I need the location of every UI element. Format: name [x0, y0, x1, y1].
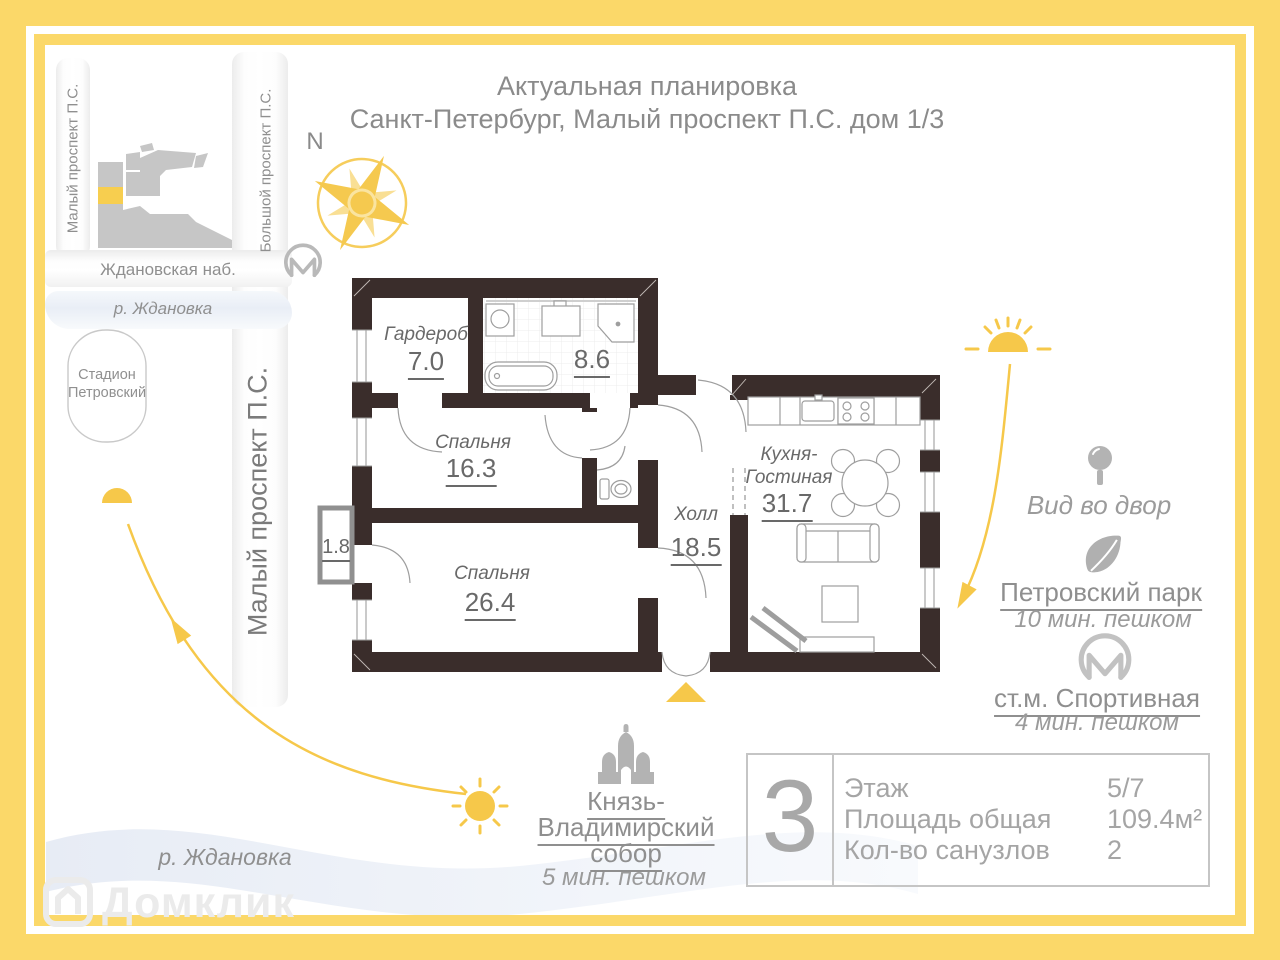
cathedral-time-label: 5 мин. пешком	[542, 864, 706, 891]
street-label-small-left: Малый проспект П.С.	[64, 83, 82, 234]
embankment-label: Ждановская наб.	[100, 260, 236, 279]
room-area-bedroom-small	[446, 453, 497, 484]
metro-icon-landmark	[1081, 636, 1129, 678]
room-area-bedroom-small-value: 16.3	[446, 453, 497, 487]
room-area-bathroom	[574, 344, 610, 375]
info-value-area: 109.4м²	[1107, 804, 1203, 834]
room-area-wardrobe-value: 7.0	[408, 346, 444, 380]
cathedral-line3-value: собор	[590, 838, 662, 872]
info-label-area: Площадь общая	[844, 804, 1052, 834]
leaf-icon	[1083, 535, 1126, 574]
rooms-count: 3	[761, 759, 819, 873]
room-area-balcony	[322, 536, 350, 559]
room-label-hall: Холл	[674, 504, 718, 525]
metro-icon-map	[286, 245, 320, 275]
pin-icon	[1088, 446, 1112, 485]
room-area-kitchen	[762, 488, 813, 519]
stadium-label-line1: Стадион	[78, 367, 136, 383]
entrance-arrow-icon	[666, 682, 706, 702]
room-label-kitchen-line2: Гостиная	[745, 467, 833, 488]
metro-name-value: ст.м. Спортивная	[994, 683, 1200, 717]
sun-icon-bottom	[453, 779, 507, 833]
metro-time-label: 4 мин. пешком	[1015, 709, 1179, 736]
compass-north-label: N	[306, 128, 324, 155]
room-label-bedroom-small: Спальня	[435, 432, 511, 453]
watermark-logo-icon	[42, 876, 94, 928]
park-name-value: Петровский парк	[1000, 577, 1202, 611]
info-label-floor: Этаж	[844, 773, 909, 803]
river-label-upper: р. Ждановка	[113, 299, 213, 318]
room-area-balcony-value: 1.8	[322, 536, 350, 562]
info-row-area	[748, 804, 1208, 834]
room-area-hall	[671, 532, 722, 563]
arrowhead-left	[164, 614, 191, 645]
stadium-label-line2: Петровский	[67, 385, 147, 402]
room-area-kitchen-value: 31.7	[762, 488, 813, 522]
apartment-info-box	[746, 753, 1210, 887]
info-row-floor	[748, 773, 1208, 803]
street-label-small-right: Большой проспект П.С.	[257, 88, 275, 253]
room-area-hall-value: 18.5	[671, 532, 722, 566]
sunlight-arc-right	[963, 364, 1010, 597]
map-highlight-building	[98, 187, 123, 204]
info-value-bathrooms: 2	[1107, 835, 1123, 865]
sun-icon-right	[966, 318, 1050, 352]
room-area-bathroom-value: 8.6	[574, 344, 610, 378]
park-time-label: 10 мин. пешком	[1014, 606, 1192, 633]
watermark-text: Домклик	[102, 879, 295, 927]
toilet-fixture	[600, 479, 631, 499]
room-label-kitchen-line1: Кухня-	[760, 444, 818, 465]
river-label-lower: р. Ждановка	[158, 844, 292, 870]
church-icon	[598, 724, 654, 784]
info-value-floor: 5/7	[1107, 773, 1145, 803]
info-label-bathrooms: Кол-во санузлов	[844, 835, 1050, 865]
street-label-main: Малый проспект П.С.	[242, 366, 273, 637]
room-area-bedroom-large	[465, 587, 516, 618]
room-label-wardrobe: Гардероб	[384, 324, 468, 345]
courtyard-view-label: Вид во двор	[1026, 490, 1172, 520]
info-row-bathrooms	[748, 835, 1208, 865]
poster-title-line1: Актуальная планировка	[496, 71, 798, 101]
poster-title-line2: Санкт-Петербург, Малый проспект П.С. дом 1/3	[349, 104, 945, 134]
room-label-bedroom-large: Спальня	[454, 563, 530, 584]
arrowhead-right	[950, 582, 976, 612]
room-area-wardrobe	[408, 346, 444, 377]
cathedral-line1-value: Князь-	[587, 786, 665, 820]
cathedral-line2-value: Владимирский	[538, 812, 715, 846]
sun-icon-left	[102, 488, 132, 503]
park-name-label	[1000, 577, 1202, 608]
room-area-bedroom-large-value: 26.4	[465, 587, 516, 621]
stadium-label	[68, 366, 146, 402]
